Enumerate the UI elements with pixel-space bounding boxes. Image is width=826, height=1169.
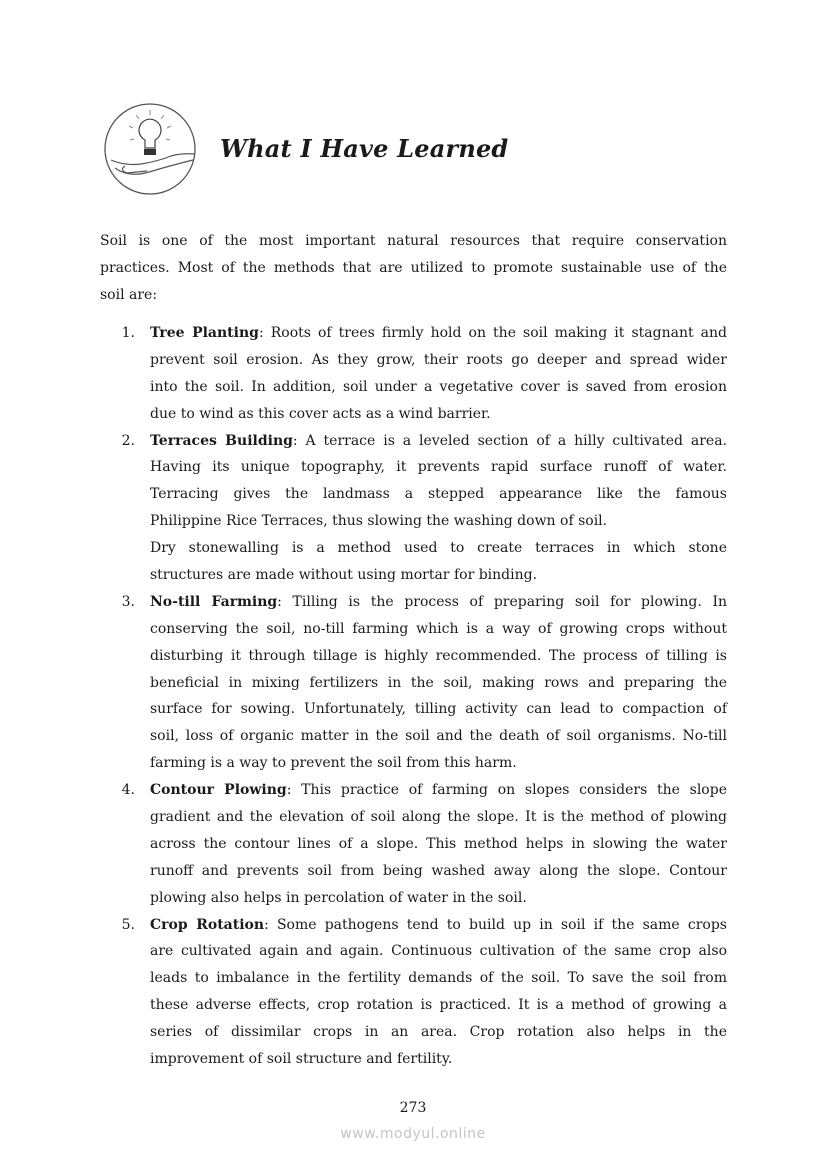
text-line: runoff and prevents soil from being washed away along the slope. Contour [150,862,727,879]
text: : Some pathogens tend to build up in soil if the same crops [264,916,727,933]
text-line: Philippine Rice Terraces, thus slowing the washing down of soil. [150,513,608,530]
conservation-methods-list [100,320,727,1073]
text-line: farming is a way to prevent the soil from this harm. [150,755,517,772]
text-line: series of dissimilar crops in an area. Crop rotation also helps in the [150,1024,727,1041]
text-line: Dry stonewalling is a method used to create terraces in which stone [150,540,727,557]
item-number: 3. [121,593,135,610]
list-item [100,912,727,1073]
text-line: across the contour lines of a slope. This method helps in slowing the water [150,835,727,852]
text-line: leads to imbalance in the fertility demands of the soil. To save the soil from [150,970,727,987]
text-line [150,320,727,347]
text-line: Having its unique topography, it prevents rapid surface runoff of water. [150,459,727,476]
text-line: soil are: [100,286,158,303]
text-line: Terracing gives the landmass a stepped appearance like the famous [150,486,727,503]
text-line: plowing also helps in percolation of water in the soil. [150,889,527,906]
text-line [150,912,727,939]
item-term: Terraces Building [150,432,293,449]
text-line: into the soil. In addition, soil under a vegetative cover is saved from erosion [150,378,727,395]
text-line: gradient and the elevation of soil along the slope. It is the method of plowing [150,809,727,826]
page-title: What I Have Learned [220,134,509,163]
item-number: 4. [121,782,135,799]
text-line: are cultivated again and again. Continuous cultivation of the same crop also [150,943,727,960]
text-line: these adverse effects, crop rotation is practiced. It is a method of growing a [150,997,727,1014]
text-line: structures are made without using mortar for binding. [150,567,538,584]
text: : Roots of trees firmly hold on the soil making it stagnant and [258,325,727,341]
text-line: due to wind as this cover acts as a wind barrier. [150,405,491,422]
text-line: disturbing it through tillage is highly recommended. The process of tilling is [150,647,727,664]
text-line [150,428,727,455]
item-term: No-till Farming [150,593,278,610]
item-number: 5. [121,916,135,933]
intro-paragraph [100,228,727,309]
page-number: 273 [399,1100,427,1116]
list-item [100,589,727,777]
list-item [100,320,727,428]
list-item [100,428,727,589]
text-line: improvement of soil structure and fertility. [150,1051,453,1068]
text-line [150,777,727,804]
text-line: soil, loss of organic matter in the soil and the death of soil organisms. No-till [150,728,727,745]
text-line: surface for sowing. Unfortunately, tilling activity can lead to compaction of [150,701,727,718]
item-number: 2. [121,432,135,449]
item-term: Tree Planting [150,325,259,341]
text-line: beneficial in mixing fertilizers in the soil, making rows and preparing the [150,674,727,691]
text-line [150,589,727,616]
item-term: Contour Plowing [150,782,287,799]
item-term: Crop Rotation [150,916,265,933]
text: : This practice of farming on slopes considers the slope [286,782,727,799]
list-item [100,777,727,911]
text-line: conserving the soil, no-till farming which is a way of growing crops without [150,620,727,637]
text-line: Soil is one of the most important natural resources that require conservation [100,233,727,249]
text: : Tilling is the process of preparing soil for plowing. In [277,593,727,610]
text: : A terrace is a leveled section of a hilly cultivated area. [292,432,727,449]
watermark: www.modyul.online [340,1126,486,1142]
text-line: prevent soil erosion. As they grow, their roots go deeper and spread wider [150,351,727,368]
lightbulb-in-hand-icon [103,102,197,196]
item-number: 1. [121,325,135,341]
text-line: practices. Most of the methods that are utilized to promote sustainable use of the [100,259,727,276]
